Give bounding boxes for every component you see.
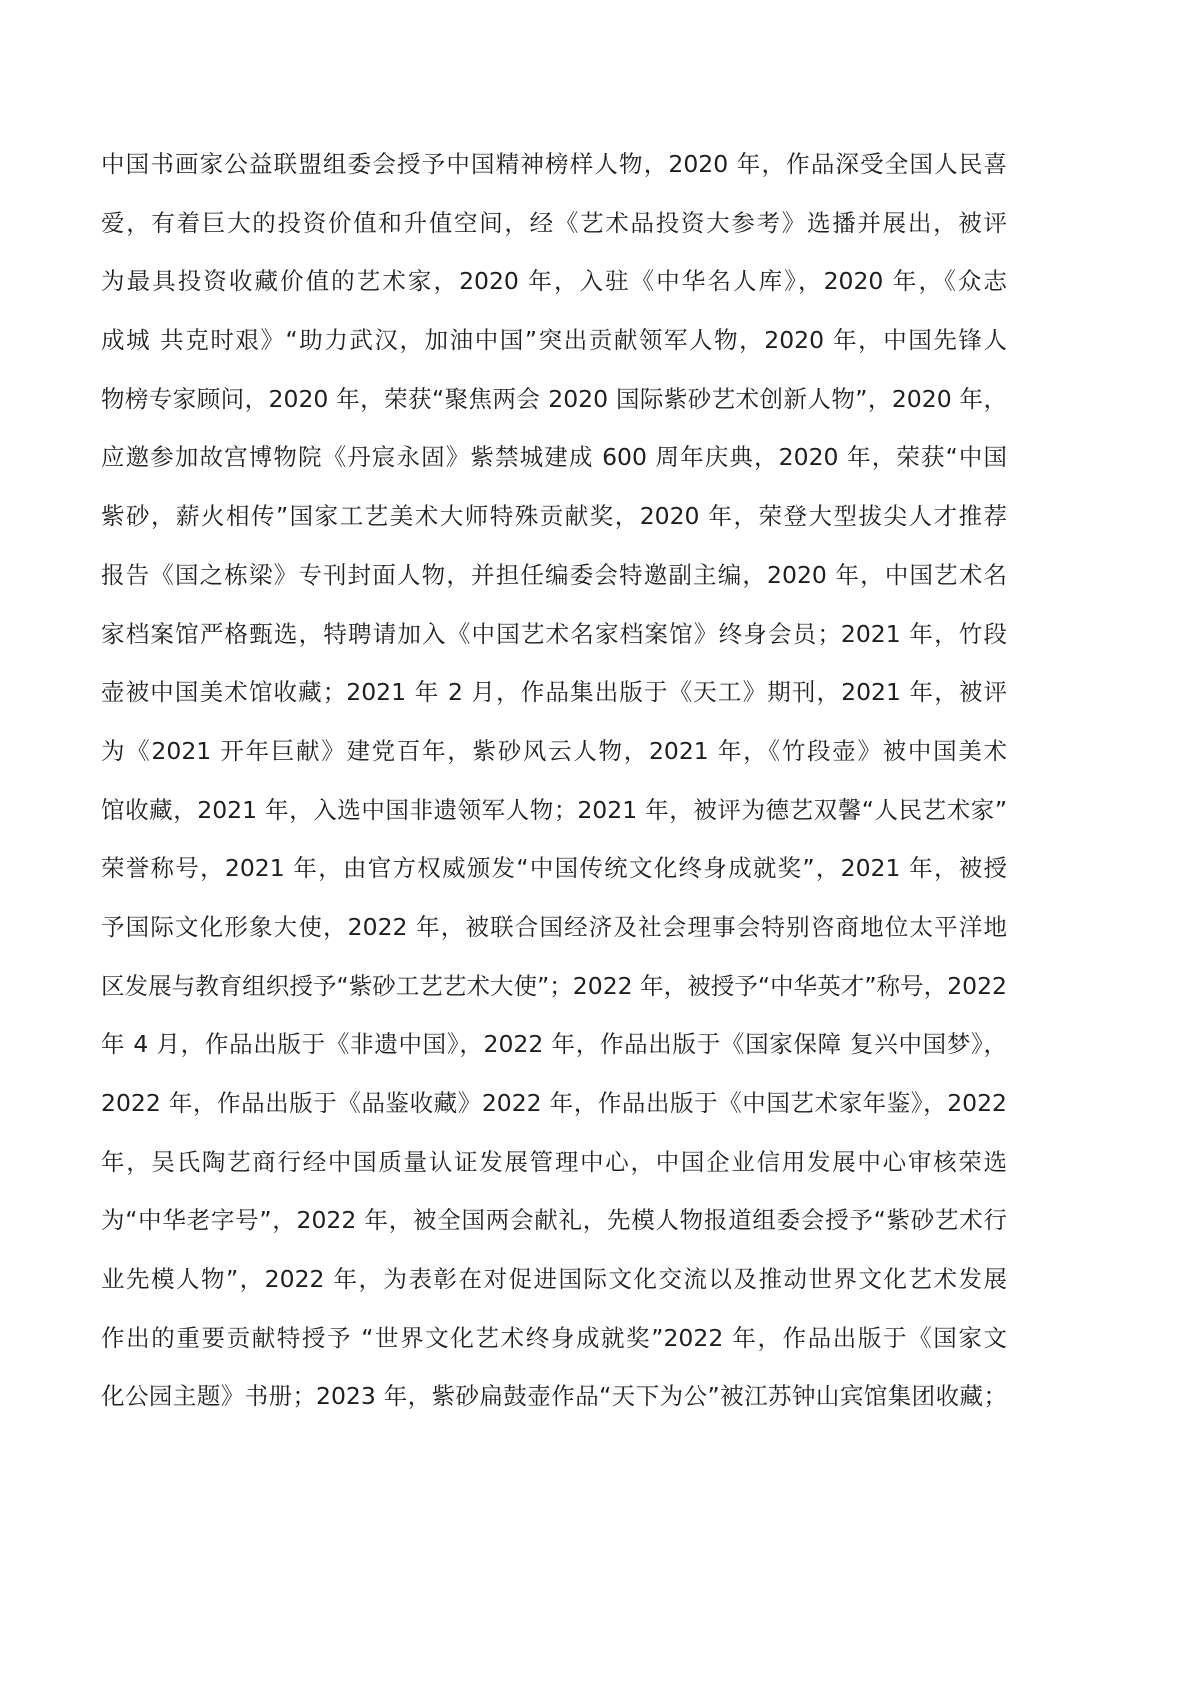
text-line: 年，吴氏陶艺商行经中国质量认证发展管理中心，中国企业信用发展中心审核荣选 xyxy=(101,1147,1007,1176)
text-line: 紫砂，薪火相传”国家工艺美术大师特殊贡献奖，2020 年，荣登大型拔尖人才推荐 xyxy=(101,502,1007,531)
text-line: 爱，有着巨大的投资价值和升值空间，经《艺术品投资大参考》选播并展出，被评 xyxy=(101,208,1007,237)
text-line: 业先模人物”，2022 年，为表彰在对促进国际文化交流以及推动世界文化艺术发展 xyxy=(101,1265,1007,1294)
text-line: 区发展与教育组织授予“紫砂工艺艺术大使”；2022 年，被授予“中华英才”称号，2022 xyxy=(101,971,1007,1000)
text-line: 中国书画家公益联盟组委会授予中国精神榜样人物，2020 年，作品深受全国人民喜 xyxy=(101,150,1007,178)
text-line: 化公园主题》书册；2023 年，紫砂扁鼓壶作品“天下为公”被江苏钟山宾馆集团收藏； xyxy=(101,1382,1007,1411)
text-line: 荣誉称号，2021 年，由官方权威颁发“中国传统文化终身成就奖”，2021 年，被授 xyxy=(101,854,1007,883)
text-line: 为“中华老字号”，2022 年，被全国两会献礼，先模人物报道组委会授予“紫砂艺术行 xyxy=(101,1206,1007,1235)
text-line: 壶被中国美术馆收藏；2021 年 2 月，作品集出版于《天工》期刊，2021 年，被评 xyxy=(101,678,1007,707)
text-line: 年 4 月，作品出版于《非遗中国》，2022 年，作品出版于《国家保障 复兴中国梦》， xyxy=(101,1030,1007,1059)
text-line: 为《2021 开年巨献》建党百年，紫砂风云人物，2021 年，《竹段壶》被中国美术 xyxy=(101,736,1007,765)
text-line: 为最具投资收藏价值的艺术家，2020 年，入驻《中华名人库》，2020 年，《众志 xyxy=(101,267,1007,296)
text-line: 2022 年，作品出版于《品鉴收藏》2022 年，作品出版于《中国艺术家年鉴》，2022 xyxy=(101,1089,1007,1117)
text-line: 作出的重要贡献特授予 “世界文化艺术终身成就奖”2022 年，作品出版于《国家文 xyxy=(101,1323,1007,1352)
text-line: 报告《国之栋梁》专刊封面人物，并担任编委会特邀副主编，2020 年，中国艺术名 xyxy=(101,560,1007,589)
text-line: 予国际文化形象大使，2022 年，被联合国经济及社会理事会特别咨商地位太平洋地 xyxy=(101,912,1007,941)
text-line: 应邀参加故宫博物院《丹宸永固》紫禁城建成 600 周年庆典，2020 年，荣获“中国 xyxy=(101,443,1007,472)
text-line: 物榜专家顾问，2020 年，荣获“聚焦两会 2020 国际紫砂艺术创新人物”，2020 年， xyxy=(101,384,1007,413)
text-line: 馆收藏，2021 年，入选中国非遗领军人物；2021 年，被评为德艺双馨“人民艺术家” xyxy=(101,795,1007,824)
text-line: 成城 共克时艰》“助力武汉，加油中国”突出贡献领军人物，2020 年，中国先锋人 xyxy=(101,326,1007,355)
body-paragraph xyxy=(101,144,1007,1435)
text-line: 家档案馆严格甄选，特聘请加入《中国艺术名家档案馆》终身会员；2021 年，竹段 xyxy=(101,619,1007,648)
